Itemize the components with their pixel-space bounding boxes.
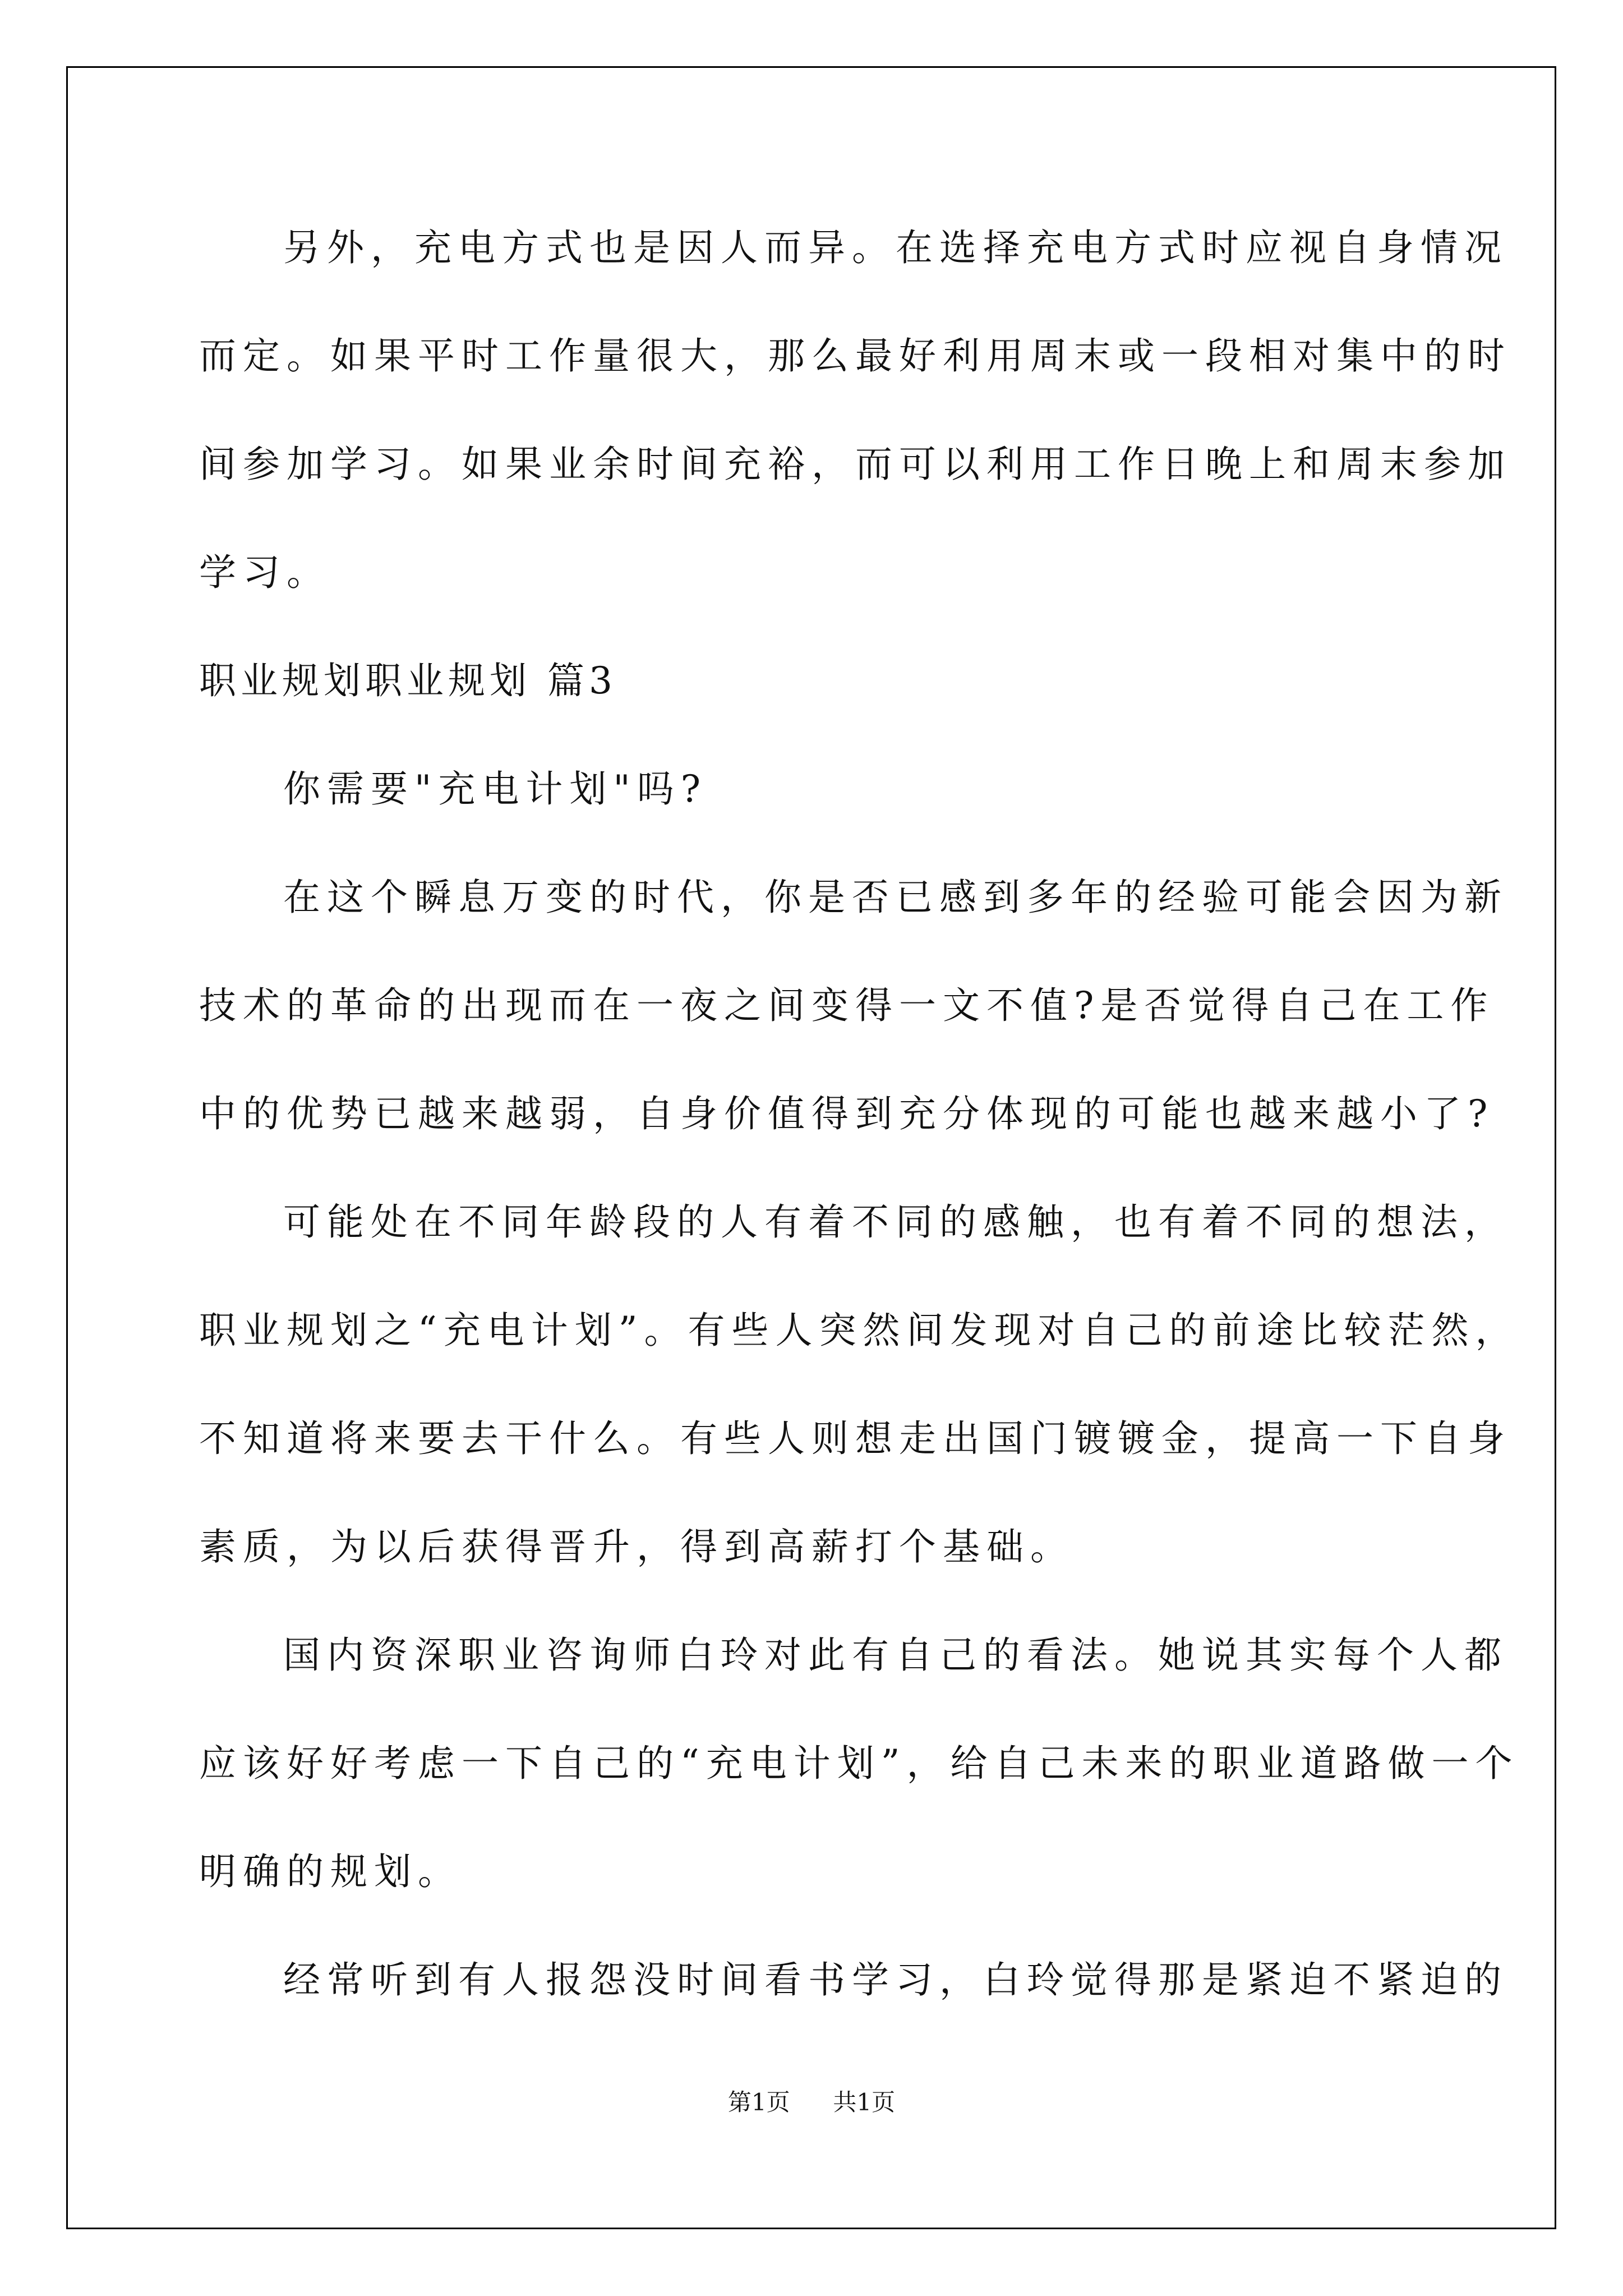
paragraph-line: 可能处在不同年龄段的人有着不同的感触，也有着不同的想法， xyxy=(283,1200,1508,1244)
paragraph-line: 经常听到有人报怨没时间看书学习，白玲觉得那是紧迫不紧迫的 xyxy=(283,1958,1508,2001)
paragraph-line: 另外，充电方式也是因人而异。在选择充电方式时应视自身情况 xyxy=(283,226,1508,269)
paragraph-line: 而定。如果平时工作量很大，那么最好利用周末或一段相对集中的时 xyxy=(199,334,1511,378)
page-number: 第1页 xyxy=(727,2088,790,2116)
paragraph-line: 应该好好考虑一下自己的“充电计划”，给自己未来的职业道路做一个 xyxy=(199,1742,1519,1785)
paragraph-line: 不知道将来要去干什么。有些人则想走出国门镀镀金，提高一下自身 xyxy=(199,1417,1511,1460)
paragraph-line: 你需要"充电计划"吗? xyxy=(283,767,708,811)
paragraph-line: 学习。 xyxy=(199,551,330,594)
page-total: 共1页 xyxy=(833,2088,896,2116)
paragraph-line: 在这个瞬息万变的时代，你是否已感到多年的经验可能会因为新 xyxy=(283,876,1508,919)
paragraph-line: 技术的革命的出现而在一夜之间变得一文不值?是否觉得自己在工作 xyxy=(199,984,1495,1027)
page-footer xyxy=(0,2086,1623,2119)
paragraph-line: 职业规划之“充电计划”。有些人突然间发现对自己的前途比较茫然， xyxy=(199,1309,1519,1352)
paragraph-line: 明确的规划。 xyxy=(199,1850,462,1893)
paragraph-line: 中的优势已越来越弱，自身价值得到充分体现的可能也越来越小了? xyxy=(199,1092,1495,1135)
section-heading: 职业规划职业规划 篇3 xyxy=(199,659,617,702)
paragraph-line: 素质，为以后获得晋升，得到高薪打个基础。 xyxy=(199,1525,1074,1568)
paragraph-line: 国内资深职业咨询师白玲对此有自己的看法。她说其实每个人都 xyxy=(283,1634,1508,1677)
paragraph-line: 间参加学习。如果业余时间充裕，而可以利用工作日晚上和周末参加 xyxy=(199,443,1511,486)
